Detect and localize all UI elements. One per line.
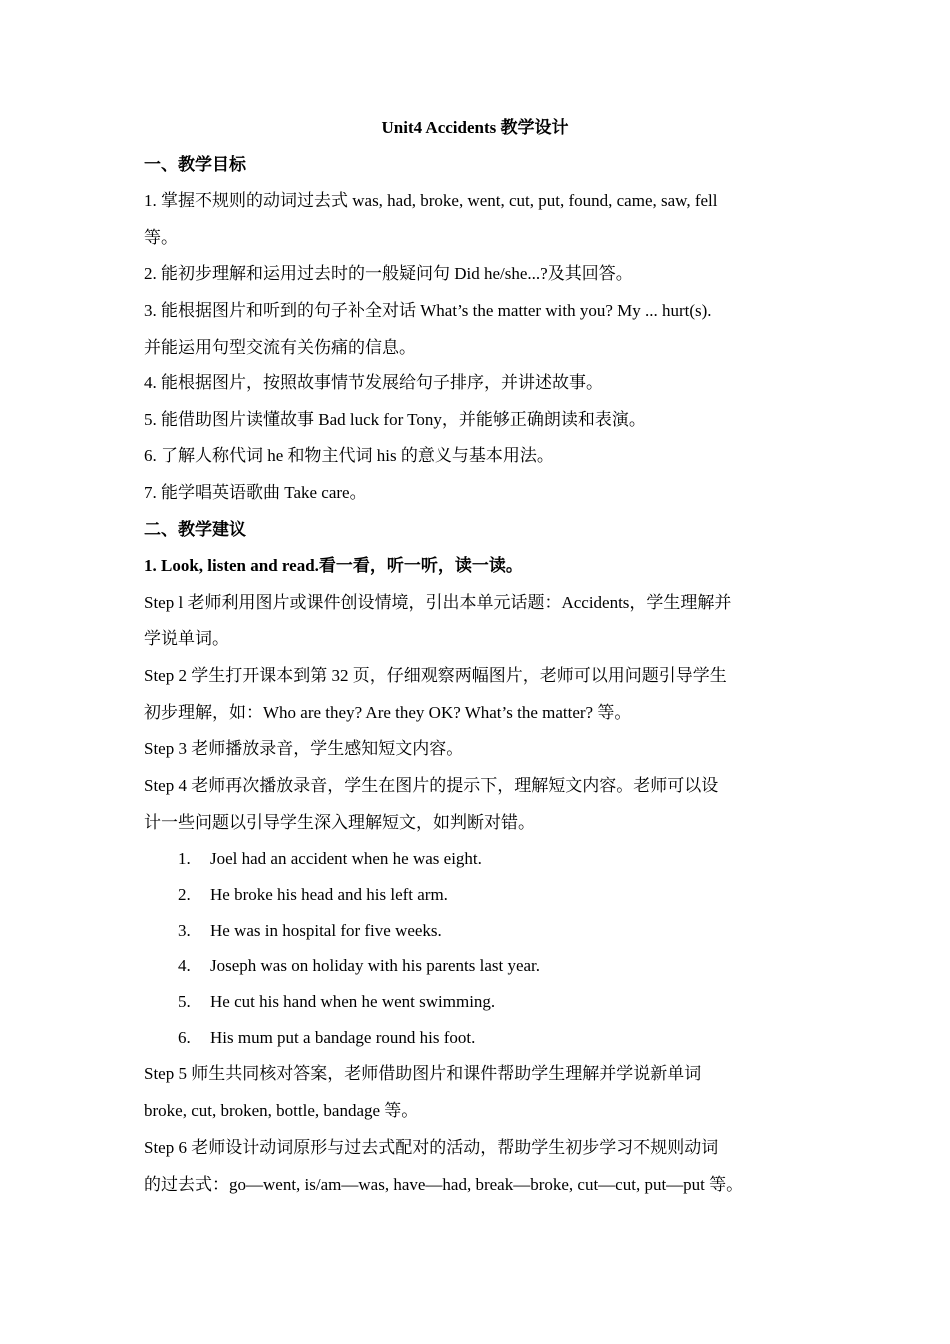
step-3: Step 3 老师播放录音，学生感知短文内容。 bbox=[144, 739, 464, 758]
list-item-text: Joseph was on holiday with his parents last year. bbox=[210, 956, 541, 975]
list-item-number: 4. bbox=[178, 956, 191, 975]
goal-3-line-2: 并能运用句型交流有关伤痛的信息。 bbox=[144, 338, 416, 357]
list-item bbox=[178, 884, 448, 906]
step-2-line-1: Step 2 学生打开课本到第 32 页，仔细观察两幅图片，老师可以用问题引导学生 bbox=[144, 666, 727, 685]
list-item-text: He was in hospital for five weeks. bbox=[210, 921, 442, 940]
list-item-text: Joel had an accident when he was eight. bbox=[210, 849, 482, 868]
list-item-number: 5. bbox=[178, 992, 191, 1011]
list-item bbox=[178, 991, 495, 1013]
section-heading-goals: 一、教学目标 bbox=[144, 155, 246, 174]
list-item-number: 3. bbox=[178, 921, 191, 940]
list-item-text: He broke his head and his left arm. bbox=[210, 885, 448, 904]
list-item-number: 2. bbox=[178, 885, 191, 904]
goal-5: 5. 能借助图片读懂故事 Bad luck for Tony，并能够正确朗读和表演。 bbox=[144, 410, 646, 429]
list-item-number: 6. bbox=[178, 1028, 191, 1047]
step-5-line-2: broke, cut, broken, bottle, bandage 等。 bbox=[144, 1101, 419, 1120]
activity-heading: 1. Look, listen and read.看一看，听一听，读一读。 bbox=[144, 556, 523, 575]
goal-7: 7. 能学唱英语歌曲 Take care。 bbox=[144, 483, 367, 502]
goal-6: 6. 了解人称代词 he 和物主代词 his 的意义与基本用法。 bbox=[144, 446, 554, 465]
goal-1-line-1: 1. 掌握不规则的动词过去式 was, had, broke, went, cut, put, found, came, saw, fell bbox=[144, 191, 718, 210]
step-2-line-2: 初步理解，如：Who are they? Are they OK? What’s the matter? 等。 bbox=[144, 703, 632, 722]
step-6-line-2: 的过去式：go—went, is/am—was, have—had, break—broke, cut—cut, put—put 等。 bbox=[144, 1175, 744, 1194]
goal-3-line-1: 3. 能根据图片和听到的句子补全对话 What’s the matter with you? My ... hurt(s). bbox=[144, 301, 712, 320]
list-item bbox=[178, 955, 540, 977]
step-1-line-2: 学说单词。 bbox=[144, 629, 229, 648]
step-5-line-1: Step 5 师生共同核对答案，老师借助图片和课件帮助学生理解并学说新单词 bbox=[144, 1064, 702, 1083]
list-item bbox=[178, 848, 482, 870]
step-1-line-1: Step l 老师利用图片或课件创设情境，引出本单元话题：Accidents，学生理解并 bbox=[144, 593, 732, 612]
step-4-line-2: 计一些问题以引导学生深入理解短文，如判断对错。 bbox=[144, 813, 535, 832]
goal-1-line-2: 等。 bbox=[144, 228, 178, 247]
goal-4: 4. 能根据图片，按照故事情节发展给句子排序，并讲述故事。 bbox=[144, 373, 603, 392]
list-item-number: 1. bbox=[178, 849, 191, 868]
list-item-text: His mum put a bandage round his foot. bbox=[210, 1028, 476, 1047]
step-4-line-1: Step 4 老师再次播放录音，学生在图片的提示下，理解短文内容。老师可以设 bbox=[144, 776, 719, 795]
list-item bbox=[178, 920, 442, 942]
document-title: Unit4 Accidents 教学设计 bbox=[381, 118, 569, 137]
list-item-text: He cut his hand when he went swimming. bbox=[210, 992, 496, 1011]
step-6-line-1: Step 6 老师设计动词原形与过去式配对的活动，帮助学生初步学习不规则动词 bbox=[144, 1138, 719, 1157]
goal-2: 2. 能初步理解和运用过去时的一般疑问句 Did he/she...?及其回答。 bbox=[144, 264, 633, 283]
section-heading-suggestions: 二、教学建议 bbox=[144, 520, 246, 539]
list-item bbox=[178, 1027, 475, 1049]
